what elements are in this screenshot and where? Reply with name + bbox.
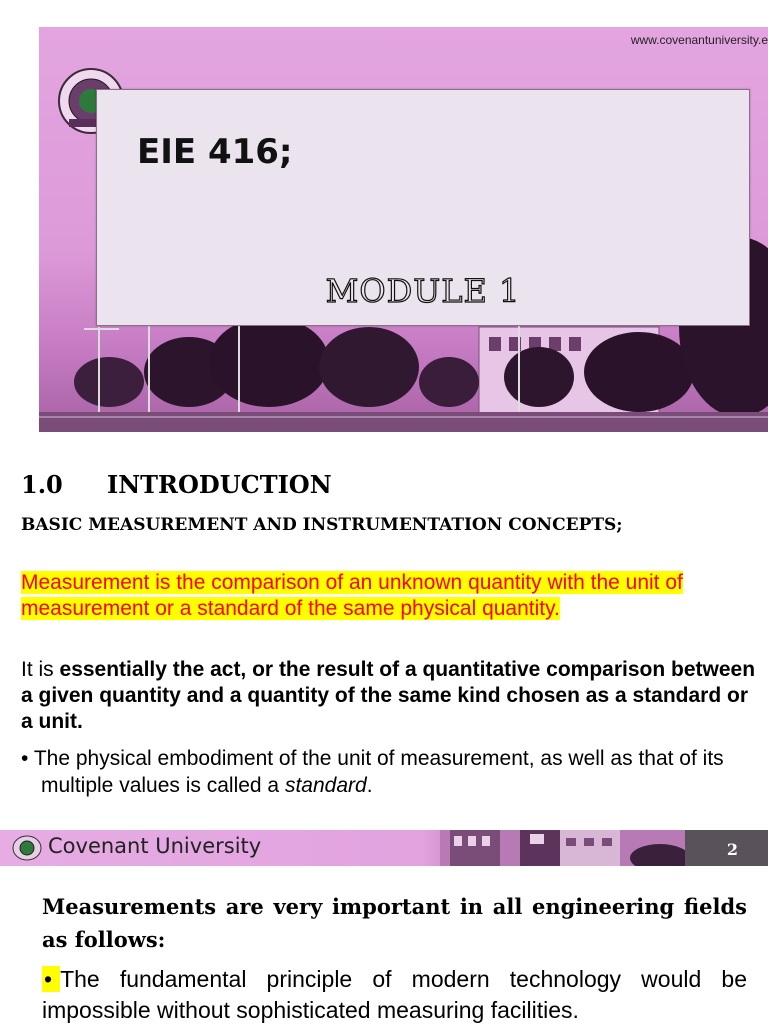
module-title: MODULE 1 (325, 272, 521, 310)
university-name: Covenant University (48, 834, 262, 858)
standard-bullet-text: The physical embodiment of the unit of measurement, as well as that of its multiple values is called a (33, 747, 724, 797)
course-code: EIE 416; (137, 132, 293, 172)
section-title: INTRODUCTION (107, 470, 332, 499)
standard-term: standard (284, 774, 367, 797)
principle-text: The fundamental principle of modern technology would be impossible without sophisticated measuring facilities. (42, 966, 747, 1023)
website-url: www.covenantuniversity.e (630, 33, 768, 47)
section-heading (21, 470, 332, 499)
section-number: 1.0 (21, 470, 63, 499)
title-box (96, 89, 750, 326)
bullet-dot: • (21, 747, 34, 770)
explanation-prefix: It is (21, 658, 60, 681)
definition-highlight: Measurement is the comparison of an unknown quantity with the unit of measurement or a standard of the same physical quantity. (21, 571, 683, 620)
cover-slide (39, 27, 768, 432)
principle-bullet (42, 964, 747, 1026)
standard-bullet-end: . (366, 774, 373, 797)
university-logo-icon (12, 835, 42, 861)
subheading: BASIC MEASUREMENT AND INSTRUMENTATION CONCEPTS; (21, 515, 623, 535)
definition-text (21, 570, 756, 622)
explanation-bold: essentially the act, or the result of a quantitative comparison between a given quantity and a quantity of the same kind chosen as a standard or a unit. (21, 658, 756, 733)
page-number: 2 (726, 840, 738, 859)
footer-building-photo (440, 830, 768, 866)
bullet-marker: • (42, 966, 60, 992)
footer-banner (0, 830, 768, 866)
explanation-paragraph (21, 657, 756, 735)
standard-bullet (21, 745, 768, 799)
importance-heading: Measurements are very important in all engineering fields as follows: (42, 894, 747, 952)
